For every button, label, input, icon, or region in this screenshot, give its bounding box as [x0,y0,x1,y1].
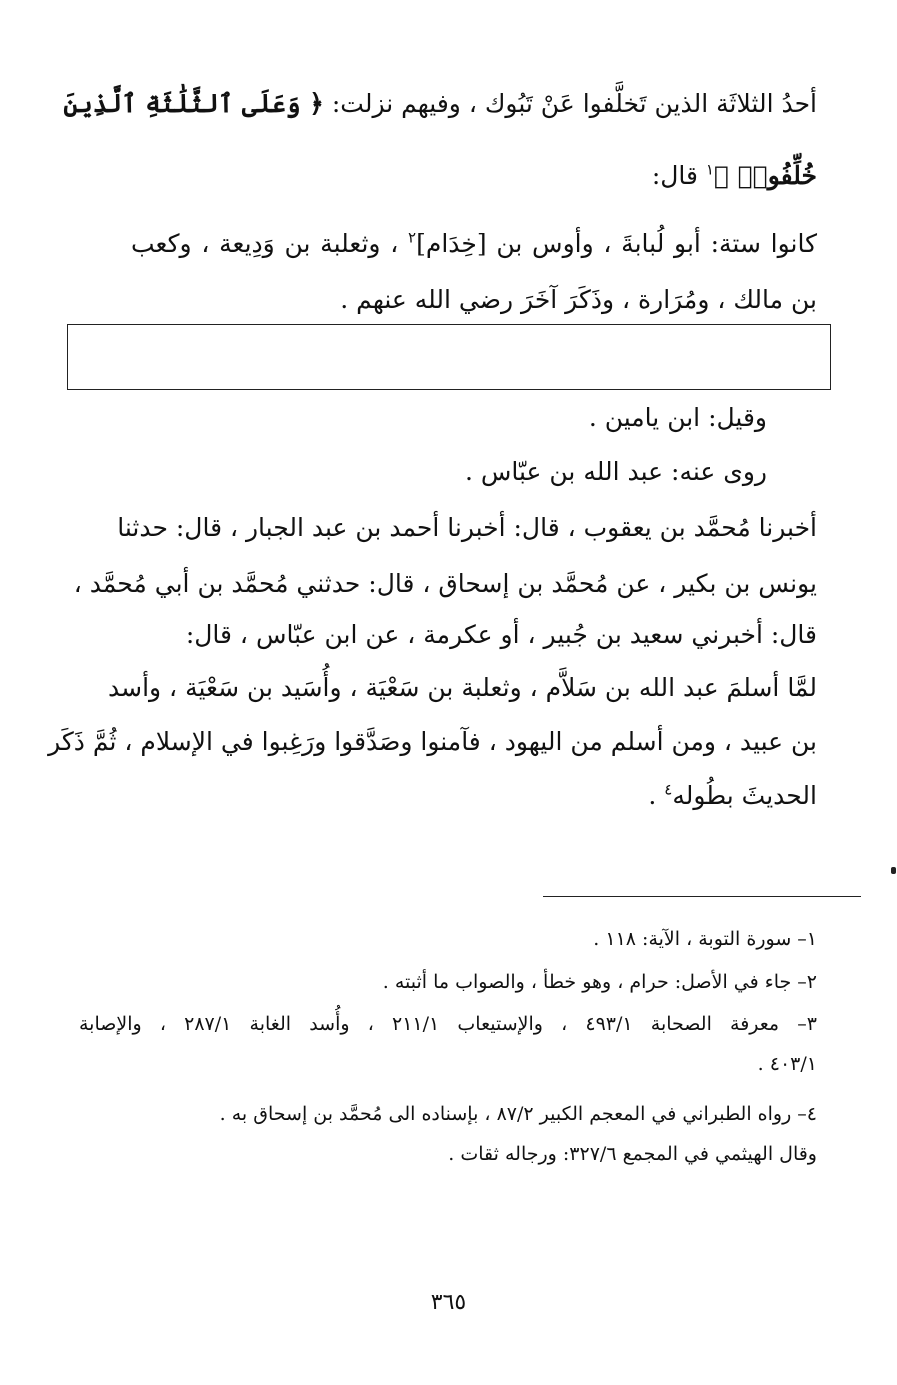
footnote-4: ٤– رواه الطبراني في المعجم الكبير ٨٧/٢ ، بإسناده الى مُحمَّد بن إسحاق به . [219,1103,817,1125]
footnote-3-line-2: ٤٠٣/١ . [757,1053,817,1075]
footnote-ref-4: ٤ [664,780,673,799]
paragraph-4-line-1: روى عنه: عبد الله بن عبّاس . [464,457,767,486]
paragraph-3-line-1: وقيل: ابن يامين . [588,403,767,432]
paragraph-2-line-1 [131,226,817,262]
text-span: أحدُ الثلاثَة الذين تَخلَّفوا عَنْ تَبُوك ، وفيهم نزلت: [323,89,817,118]
footnote-1: ١– سورة التوبة ، الآية: ١١٨ . [593,928,817,950]
text-span: الحديثَ بطُوله [672,781,817,810]
footnote-4-continued: وقال الهيثمي في المجمع ٣٢٧/٦: ورجاله ثقات . [448,1143,817,1165]
footnote-3-line-1: ٣– معرفة الصحابة ٤٩٣/١ ، والإستيعاب ٢١١/١ ، وأُسد الغابة ٢٨٧/١ ، والإصابة [79,1013,817,1035]
paragraph-5-line-1: أخبرنا مُحمَّد بن يعقوب ، قال: أخبرنا أحمد بن عبد الجبار ، قال: حدثنا [117,513,817,542]
paragraph-5-line-2: يونس بن بكير ، عن مُحمَّد بن إسحاق ، قال: حدثني مُحمَّد بن أبي مُحمَّد ، [73,569,817,598]
text-span: قال: [651,161,706,190]
paragraph-2-line-2: بن مالك ، ومُرَارة ، وذَكَرَ آخَرَ رضي الله عنهم . [340,285,817,314]
paragraph-6-line-1: لمَّا أسلمَ عبد الله بن سَلاَّم ، وثعلبة بن سَعْيَة ، وأُسَيد بن سَعْيَة ، وأسد [108,673,817,702]
paragraph-1-line-2 [652,158,817,194]
footnote-separator [543,896,861,897]
margin-mark [891,867,896,874]
text-span: كانوا ستة: أبو لُبابةَ ، وأوس بن [خِدَام] [416,229,817,258]
paragraph-5-line-3: قال: أخبرني سعيد بن جُبير ، أو عكرمة ، عن ابن عبّاس ، قال: [185,620,817,649]
footnote-ref-2: ٢ [408,228,417,247]
footnote-ref-1: ١ [705,160,714,179]
paragraph-6-line-2: بن عبيد ، ومن أسلم من اليهود ، فآمنوا وصَدَّقوا ورَغِبوا في الإسلام ، ثُمَّ ذَكَر [48,727,817,756]
footnote-2: ٢– جاء في الأصل: حرام ، وهو خطأ ، والصواب ما أثبته . [382,971,817,993]
text-span: . [648,781,665,810]
quran-verse: ﴿ وَعَلَى ٱلثَّلَٰثَةِ ٱلَّذِينَ [63,89,324,118]
paragraph-1-line-1 [63,86,817,122]
entry-heading-box [67,324,831,390]
page-number: ٣٦٥ [430,1290,467,1315]
quran-verse: خُلِّفُوا۟ ﴾ [713,161,817,190]
text-span: ، وثعلبة بن وَدِيعة ، وكعب [131,229,409,258]
paragraph-6-line-3 [648,778,817,814]
